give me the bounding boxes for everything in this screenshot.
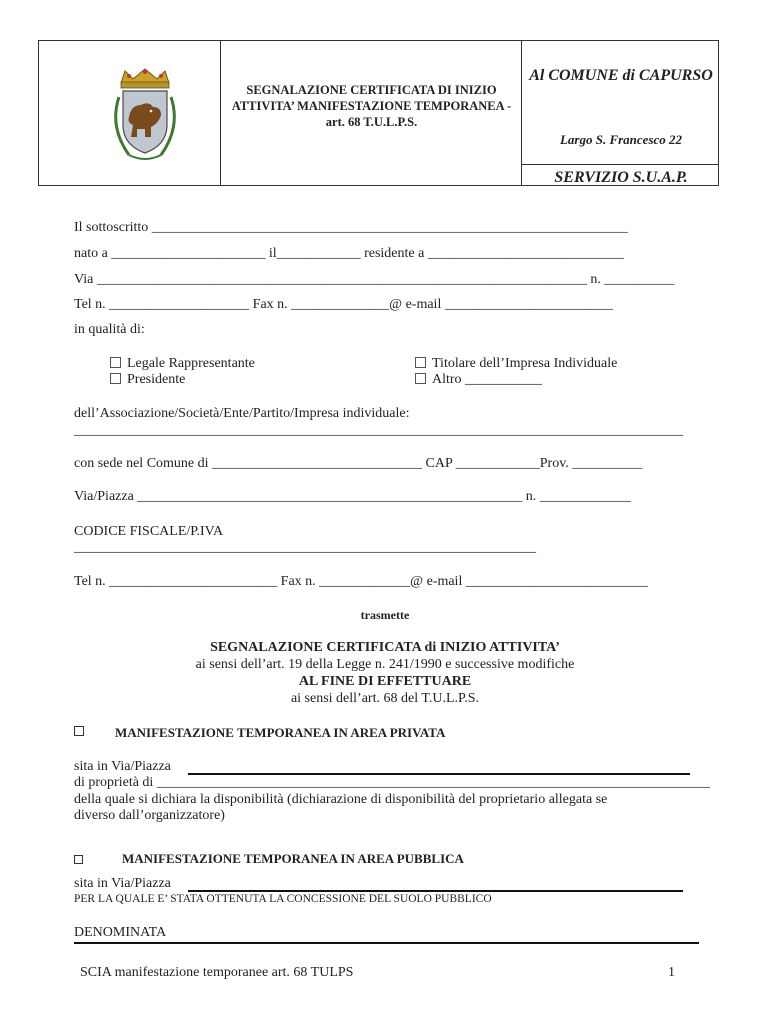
checkbox-altro[interactable] [415, 372, 542, 388]
concessione-text: PER LA QUALE E’ STATA OTTENUTA LA CONCESSIONE DEL SUOLO PUBBLICO [74, 893, 492, 905]
field-codice-fiscale[interactable]: __________________________________________________________________ [74, 540, 536, 555]
service-name: SERVIZIO S.U.A.P. [554, 169, 688, 186]
coat-of-arms-icon [107, 67, 183, 167]
header-divider [220, 41, 221, 185]
recipient-address: Largo S. Francesco 22 [559, 132, 683, 147]
scia-tulps-reference: ai sensi dell’art. 68 del T.U.L.P.S. [290, 691, 480, 706]
pubblica-sita-label: sita in Via/Piazza [74, 876, 171, 891]
checkbox-legale[interactable] [110, 356, 255, 372]
privata-sita-label: sita in Via/Piazza [74, 759, 171, 774]
trasmette-label: trasmette [360, 608, 410, 622]
checkbox-presidente[interactable] [110, 372, 185, 388]
field-proprieta[interactable]: di proprietà di _______________________________________________________________________________ [74, 775, 710, 790]
recipient: Al COMUNE di CAPURSO [529, 67, 713, 84]
option-label: Presidente [127, 372, 186, 387]
field-sottoscritto[interactable]: Il sottoscritto ____________________________________________________________________ [74, 220, 628, 235]
disponibilita-text: diverso dall’organizzatore) [74, 808, 225, 823]
option-label: Altro ___________ [432, 372, 543, 387]
checkbox-titolare[interactable] [415, 356, 617, 372]
denominata-input[interactable] [74, 942, 699, 944]
header-divider [521, 164, 718, 165]
field-sede[interactable]: con sede nel Comune di ______________________________ CAP ____________Prov. __________ [74, 456, 643, 471]
disponibilita-text: della quale si dichiara la disponibilità (dichiarazione di disponibilità del proprietario allegata se [74, 792, 608, 807]
header-box [38, 40, 719, 186]
form-title: SEGNALAZIONE CERTIFICATA DI INIZIO ATTIVITA’ MANIFESTAZIONE TEMPORANEA - art. 68 T.U.L.P.S. [231, 83, 512, 129]
page-number: 1 [668, 965, 675, 980]
field-tel[interactable]: Tel n. ____________________ Fax n. ______________@ e-mail ________________________ [74, 297, 613, 312]
pubblica-sita-input[interactable] [188, 890, 683, 892]
checkbox-icon [110, 373, 121, 384]
option-label: Titolare dell’Impresa Individuale [432, 356, 618, 371]
assoc-label: dell’Associazione/Società/Ente/Partito/Impresa individuale: [74, 406, 410, 421]
scia-purpose: AL FINE DI EFFETTUARE [298, 674, 472, 689]
area-pubblica-heading: MANIFESTAZIONE TEMPORANEA IN AREA PUBBLICA [122, 851, 464, 866]
cf-label: CODICE FISCALE/P.IVA [74, 524, 224, 539]
denominata-label: DENOMINATA [74, 925, 167, 940]
option-label: Legale Rappresentante [127, 356, 255, 371]
footer-doc-title: SCIA manifestazione temporanee art. 68 TULPS [80, 965, 354, 980]
checkbox-area-privata[interactable] [74, 726, 84, 736]
field-associazione[interactable]: _______________________________________________________________________________________ [74, 423, 683, 438]
checkbox-icon [415, 357, 426, 368]
in-qualita-label: in qualità di: [74, 322, 145, 337]
field-via-piazza[interactable]: Via/Piazza _______________________________________________________ n. _____________ [74, 489, 631, 504]
field-via[interactable]: Via ______________________________________________________________________ n. __________ [74, 272, 675, 287]
scia-legal-reference: ai sensi dell’art. 19 della Legge n. 241/1990 e successive modifiche [195, 657, 575, 672]
scia-heading: SEGNALAZIONE CERTIFICATA di INIZIO ATTIVITA’ [210, 640, 560, 655]
area-privata-heading: MANIFESTAZIONE TEMPORANEA IN AREA PRIVATA [115, 725, 446, 740]
field-nato[interactable]: nato a ______________________ il____________ residente a ____________________________ [74, 246, 624, 261]
field-tel-assoc[interactable]: Tel n. ________________________ Fax n. _____________@ e-mail __________________________ [74, 574, 648, 589]
checkbox-area-pubblica[interactable] [74, 855, 83, 864]
checkbox-icon [415, 373, 426, 384]
checkbox-icon [110, 357, 121, 368]
